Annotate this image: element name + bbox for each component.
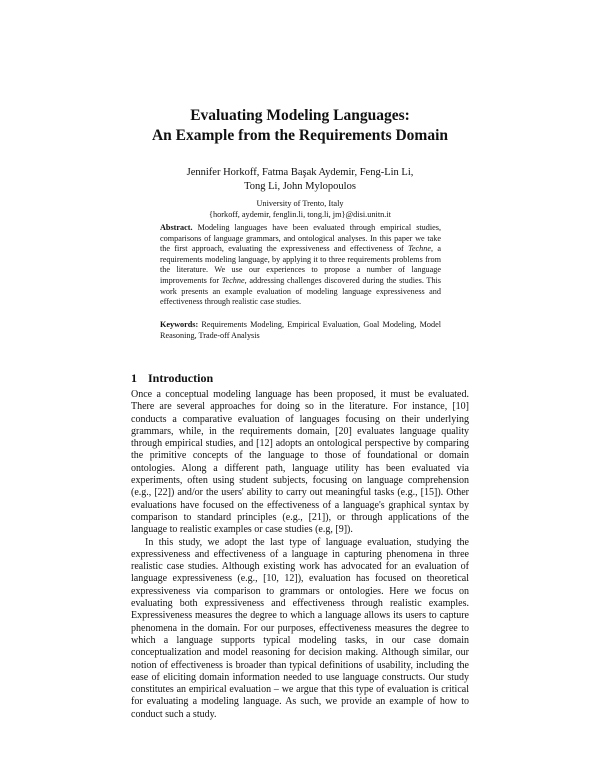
abstract-techne-2: Techne (221, 275, 245, 285)
title-line-1: Evaluating Modeling Languages: (190, 107, 410, 124)
paper-title (0, 106, 600, 146)
abstract (160, 223, 441, 308)
keywords (160, 320, 441, 341)
section-number: 1 (131, 371, 137, 385)
keywords-label: Keywords: (160, 320, 199, 329)
abstract-text-a: Modeling languages have been evaluated through empirical studies, comparisons of language grammars, and ontological analyses. In this paper we take the first approach, evaluating the expressiveness and effectiveness of (160, 223, 442, 254)
abstract-text-b: , a requirements modeling language, by applying it to three requirements problems from the literature. We use our experiences to propose a number of language improvements for (160, 244, 441, 285)
author-emails: {horkoff, aydemir, fenglin.li, tong.li, jm}@disi.unitn.it (209, 210, 391, 219)
section-title: Introduction (148, 371, 214, 385)
abstract-text-c: , addressing challenges discovered during the studies. This work presents an example evaluation of modeling language expressiveness and effectiveness through realistic case studies. (160, 275, 441, 307)
institution: University of Trento, Italy (256, 199, 344, 208)
body-text (131, 389, 469, 721)
authors-line-2: Tong Li, John Mylopoulos (244, 180, 356, 192)
abstract-techne-1: Techne (408, 244, 431, 254)
paragraph: In this study, we adopt the last type of language evaluation, studying the expressiveness and effectiveness of a language in capturing phenomena in three realistic case studies. Although existing work has advocated for an evaluation of language expressiveness (e.g., [10, 12]), evaluation has focused on theoretical expressiveness via comparison to grammars or ontologies. Here we focus on evaluating both expressiveness and effectiveness through realistic examples. Expressiveness measures the degree to which a language allows its users to capture phenomena in the domain. For our purposes, effectiveness measures the degree to which a language supports typical modeling tasks, in our case domain conceptualization and model reasoning for decision making. Although similar, our notion of effectiveness is broader than typical definitions of usability, including the ease of eliciting domain information needed to use language constructs. Our study constitutes an empirical evaluation – we argue that this type of evaluation is critical for evaluating a modeling language. As such, we provide an example of how to conduct such a study. (131, 536, 469, 720)
authors-line-1: Jennifer Horkoff, Fatma Başak Aydemir, Feng-Lin Li, (186, 167, 414, 178)
paragraph: Once a conceptual modeling language has been proposed, it must be evaluated. There are several approaches for doing so in the literature. For instance, [10] conducts a comparative evaluation of languages focusing on their underlying grammars, while, in the requirements domain, [20] evaluates language quality through empirical studies, and [12] adopts an ontological perspective by comparing the primitive concepts of the language to those of foundational or domain ontologies. Along a different path, language utility has been evaluated via experiments, often using student subjects, focusing on language comprehension (e.g., [22]) and/or the users' ability to carry out meaningful tasks (e.g., [15]). Other evaluations have focused on the effectiveness of a language's graphical syntax by comparison to standard principles (e.g., [21]), or through applications of the language to realistic examples or case studies (e.g, [9]). (131, 389, 469, 536)
title-line-2: An Example from the Requirements Domain (151, 127, 449, 144)
keywords-text: Requirements Modeling, Empirical Evaluation, Goal Modeling, Model Reasoning, Trade-off Analysis (160, 320, 442, 340)
abstract-label: Abstract. (160, 223, 193, 232)
section-heading (131, 371, 469, 386)
affiliation (0, 198, 600, 220)
author-list (0, 166, 600, 193)
